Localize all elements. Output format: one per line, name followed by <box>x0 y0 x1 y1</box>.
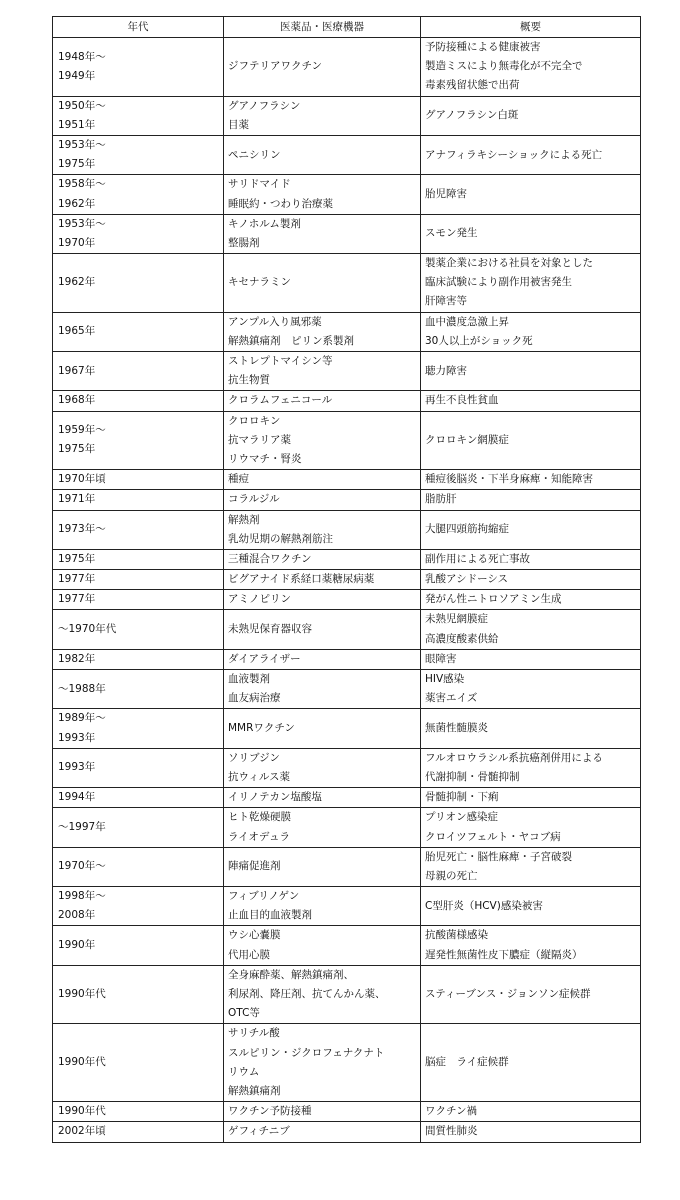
header-drug-device: 医薬品・医療機器 <box>224 17 421 38</box>
year-cell <box>53 610 224 649</box>
table-row <box>53 510 641 549</box>
drug-line: スルピリン・ジクロフェナクナト <box>228 1046 385 1059</box>
drug-cell <box>224 570 421 590</box>
summary-cell <box>421 670 641 709</box>
drug-line: ウシ心嚢膜 <box>228 929 281 942</box>
table-row <box>53 926 641 965</box>
year-cell <box>53 748 224 787</box>
table-row <box>53 470 641 490</box>
summary-cell <box>421 1122 641 1142</box>
year-cell <box>53 96 224 135</box>
drug-line: 種痘 <box>228 473 249 486</box>
year-line: ～1970年代 <box>58 623 117 636</box>
drug-line: クロロキン <box>228 414 281 427</box>
summary-line: 臨床試験により副作用被害発生 <box>425 276 572 289</box>
drug-cell <box>224 610 421 649</box>
summary-line: 製薬企業における社員を対象とした <box>425 257 593 270</box>
summary-line: 発がん性ニトロソアミン生成 <box>425 593 562 606</box>
year-line: 1968年 <box>58 394 96 407</box>
year-cell <box>53 570 224 590</box>
drug-line: 目薬 <box>228 118 249 131</box>
year-line: 1977年 <box>58 573 96 586</box>
table-row <box>53 1122 641 1142</box>
summary-line: 抗酸菌様感染 <box>425 929 488 942</box>
drug-line: 抗マラリア薬 <box>228 433 291 446</box>
summary-line: 予防接種による健康被害 <box>425 41 541 53</box>
summary-cell <box>421 610 641 649</box>
drug-line: 血友病治療 <box>228 692 281 705</box>
year-line: 1967年 <box>58 364 96 377</box>
summary-line: 高濃度酸素供給 <box>425 632 499 645</box>
summary-cell <box>421 312 641 351</box>
summary-cell <box>421 470 641 490</box>
drug-line: 三種混合ワクチン <box>228 552 312 565</box>
year-line: 1990年代 <box>58 1056 106 1069</box>
summary-line: C型肝炎（HCV)感染被害 <box>425 899 543 912</box>
year-line: 1950年～ <box>58 99 106 112</box>
drug-cell <box>224 808 421 847</box>
table-row <box>53 649 641 669</box>
year-cell <box>53 926 224 965</box>
year-line: 1948年～ <box>58 50 106 63</box>
year-line: 1982年 <box>58 652 96 665</box>
drug-line: ペニシリン <box>228 148 281 161</box>
drug-line: サリドマイド <box>228 178 291 191</box>
table-row <box>53 549 641 569</box>
summary-line: アナフィラキシーショックによる死亡 <box>425 148 603 161</box>
table-row <box>53 411 641 470</box>
year-line: 1994年 <box>58 791 96 804</box>
table-row <box>53 96 641 135</box>
year-cell <box>53 649 224 669</box>
summary-cell <box>421 96 641 135</box>
summary-cell <box>421 570 641 590</box>
summary-line: 血中濃度急激上昇 <box>425 315 509 328</box>
year-cell <box>53 135 224 174</box>
year-line: 2008年 <box>58 909 96 922</box>
drug-cell <box>224 490 421 510</box>
table-row <box>53 1024 641 1102</box>
year-line: 1993年 <box>58 731 96 744</box>
summary-line: クロイツフェルト・ヤコブ病 <box>425 830 561 843</box>
drug-cell <box>224 788 421 808</box>
drug-line: ライオデュラ <box>228 830 291 843</box>
year-cell <box>53 1102 224 1122</box>
year-cell <box>53 312 224 351</box>
year-line: 1970年～ <box>58 860 106 873</box>
summary-line: 再生不良性貧血 <box>425 394 499 407</box>
year-line: 1993年 <box>58 761 96 774</box>
drug-line: 抗ウィルス薬 <box>228 770 291 783</box>
table-row <box>53 670 641 709</box>
summary-cell <box>421 847 641 886</box>
drug-cell <box>224 470 421 490</box>
drug-cell <box>224 38 421 97</box>
year-line: 1990年代 <box>58 988 106 1000</box>
summary-cell <box>421 214 641 253</box>
drug-line: ヒト乾燥硬膜 <box>228 811 291 824</box>
summary-line: フルオロウラシル系抗癌剤併用による <box>425 751 603 764</box>
drug-cell <box>224 1122 421 1142</box>
drug-line: ダイアライザー <box>228 652 301 665</box>
summary-line: 胎児障害 <box>425 187 467 200</box>
drug-cell <box>224 926 421 965</box>
year-line: ～1997年 <box>58 820 106 833</box>
table-row <box>53 610 641 649</box>
year-cell <box>53 175 224 214</box>
year-line: 1990年 <box>58 939 96 952</box>
summary-line: 脂肪肝 <box>425 493 457 506</box>
drug-cell <box>224 887 421 926</box>
drug-cell <box>224 1024 421 1102</box>
summary-line: 未熟児網膜症 <box>425 613 488 626</box>
summary-line: グアノフラシン白斑 <box>425 109 519 122</box>
table-row <box>53 352 641 391</box>
summary-line: 代謝抑制・骨髄抑制 <box>425 770 520 783</box>
year-line: 1977年 <box>58 593 96 606</box>
drug-cell <box>224 965 421 1024</box>
year-cell <box>53 847 224 886</box>
drug-cell <box>224 649 421 669</box>
year-line: 1951年 <box>58 118 96 131</box>
summary-line: 乳酸アシドーシス <box>425 573 509 586</box>
drug-line: 解熱剤 <box>228 513 260 526</box>
drug-line: 血液製剤 <box>228 673 270 685</box>
drug-cell <box>224 1102 421 1122</box>
year-line: 1949年 <box>58 69 96 82</box>
drug-line: ビグアナイド系経口薬糖尿病薬 <box>228 573 375 586</box>
summary-line: 薬害エイズ <box>425 692 478 705</box>
summary-line: 間質性肺炎 <box>425 1125 478 1138</box>
summary-cell <box>421 590 641 610</box>
summary-cell <box>421 175 641 214</box>
summary-line: 遅発性無菌性皮下膿症（縦隔炎） <box>425 948 583 961</box>
drug-line: ソリブジン <box>228 751 280 764</box>
drug-line: 代用心膜 <box>228 948 270 961</box>
drug-line: アミノピリン <box>228 593 291 606</box>
drug-cell <box>224 748 421 787</box>
drug-line: 未熟児保育器収容 <box>228 623 312 636</box>
summary-line: 聴力障害 <box>425 364 467 377</box>
summary-cell <box>421 352 641 391</box>
table-row <box>53 312 641 351</box>
summary-cell <box>421 748 641 787</box>
summary-cell <box>421 788 641 808</box>
summary-line: 毒素残留状態で出荷 <box>425 79 520 92</box>
table-row <box>53 808 641 847</box>
drug-line: 利尿剤、降圧剤、抗てんかん薬、 <box>228 988 386 1000</box>
year-cell <box>53 254 224 313</box>
summary-cell <box>421 926 641 965</box>
table-row <box>53 214 641 253</box>
drug-line: OTC等 <box>228 1007 260 1020</box>
drug-cell <box>224 411 421 470</box>
summary-cell <box>421 649 641 669</box>
drug-line: 止血目的血液製剤 <box>228 909 312 922</box>
year-cell <box>53 510 224 549</box>
drug-cell <box>224 135 421 174</box>
drug-cell <box>224 312 421 351</box>
drug-line: サリチル酸 <box>228 1027 280 1040</box>
year-line: 1989年～ <box>58 712 106 725</box>
year-line: 1975年 <box>58 443 96 456</box>
year-line: 1990年代 <box>58 1105 106 1118</box>
drug-line: 整腸剤 <box>228 236 260 249</box>
table-body <box>53 38 641 1143</box>
summary-line: クロロキン網膜症 <box>425 433 509 446</box>
year-line: 1975年 <box>58 158 96 171</box>
table-header-row <box>53 17 641 38</box>
table-row <box>53 1102 641 1122</box>
year-line: 1953年～ <box>58 217 106 230</box>
summary-line: 大腿四頭筋拘縮症 <box>425 523 509 536</box>
drug-line: アンプル入り風邪薬 <box>228 315 322 328</box>
year-cell <box>53 214 224 253</box>
drug-line: キノホルム製剤 <box>228 217 301 230</box>
drug-cell <box>224 549 421 569</box>
year-line: 1970年頃 <box>58 473 106 486</box>
year-line: 1958年～ <box>58 178 106 191</box>
drug-cell <box>224 352 421 391</box>
year-line: 1962年 <box>58 276 96 289</box>
drug-line: 睡眠約・つわり治療薬 <box>228 197 333 210</box>
drug-cell <box>224 214 421 253</box>
summary-cell <box>421 1024 641 1102</box>
year-cell <box>53 470 224 490</box>
drug-line: リウム <box>228 1065 260 1078</box>
summary-cell <box>421 254 641 313</box>
summary-cell <box>421 490 641 510</box>
summary-line: スモン発生 <box>425 227 478 240</box>
table-row <box>53 570 641 590</box>
drug-line: MMRワクチン <box>228 721 295 734</box>
drug-line: コラルジル <box>228 493 280 506</box>
table-row <box>53 391 641 411</box>
year-cell <box>53 590 224 610</box>
drug-line: キセナラミン <box>228 276 291 289</box>
summary-cell <box>421 549 641 569</box>
table-row <box>53 38 641 97</box>
drug-line: グアノフラシン <box>228 99 301 112</box>
drug-line: 陣痛促進剤 <box>228 860 281 873</box>
year-cell <box>53 549 224 569</box>
summary-cell <box>421 391 641 411</box>
year-cell <box>53 391 224 411</box>
drug-cell <box>224 96 421 135</box>
summary-cell <box>421 965 641 1024</box>
drug-cell <box>224 175 421 214</box>
drug-line: 解熱鎮痛剤 ピリン系製剤 <box>228 334 354 347</box>
year-line: 1998年～ <box>58 890 106 903</box>
year-line: 1965年 <box>58 325 96 338</box>
table-row <box>53 847 641 886</box>
year-line: 1970年 <box>58 236 96 249</box>
drug-line: クロラムフェニコール <box>228 394 333 407</box>
summary-cell <box>421 510 641 549</box>
drug-cell <box>224 254 421 313</box>
summary-line: 種痘後脳炎・下半身麻痺・知能障害 <box>425 473 593 486</box>
year-line: 2002年頃 <box>58 1125 106 1138</box>
drug-line: リウマチ・腎炎 <box>228 452 302 465</box>
summary-line: 脳症 ライ症候群 <box>425 1056 509 1069</box>
table-row <box>53 748 641 787</box>
summary-line: 胎児死亡・脳性麻痺・子宮破裂 <box>425 850 572 863</box>
year-cell <box>53 808 224 847</box>
drug-line: 解熱鎮痛剤 <box>228 1084 281 1097</box>
year-cell <box>53 887 224 926</box>
table-row <box>53 788 641 808</box>
year-cell <box>53 411 224 470</box>
table-row <box>53 135 641 174</box>
table-row <box>53 965 641 1024</box>
summary-line: プリオン感染症 <box>425 811 498 824</box>
summary-line: スティーブンス・ジョンソン症候群 <box>425 988 591 1000</box>
drug-line: イリノテカン塩酸塩 <box>228 791 322 804</box>
year-cell <box>53 38 224 97</box>
drug-line: 全身麻酔薬、解熱鎮痛剤、 <box>228 968 354 981</box>
drug-line: ワクチン予防接種 <box>228 1105 312 1118</box>
summary-cell <box>421 709 641 748</box>
summary-cell <box>421 135 641 174</box>
year-cell <box>53 1024 224 1102</box>
summary-line: 母親の死亡 <box>425 869 478 882</box>
summary-line: ワクチン禍 <box>425 1105 477 1118</box>
drug-line: 乳幼児期の解熱剤筋注 <box>228 532 333 545</box>
summary-cell <box>421 38 641 97</box>
drug-cell <box>224 391 421 411</box>
year-cell <box>53 352 224 391</box>
header-summary: 概要 <box>421 17 641 38</box>
header-year: 年代 <box>53 17 224 38</box>
year-line: 1973年～ <box>58 523 106 536</box>
table-row <box>53 254 641 313</box>
summary-line: HIV感染 <box>425 673 465 685</box>
drug-harm-table <box>52 16 641 1143</box>
summary-line: 製造ミスにより無毒化が不完全で <box>425 60 583 73</box>
summary-line: 無菌性髄膜炎 <box>425 721 488 734</box>
year-line: 1959年～ <box>58 424 106 437</box>
summary-line: 30人以上がショック死 <box>425 334 533 347</box>
year-cell <box>53 1122 224 1142</box>
table-row <box>53 709 641 748</box>
drug-line: 抗生物質 <box>228 374 270 387</box>
drug-cell <box>224 709 421 748</box>
summary-line: 副作用による死亡事故 <box>425 552 530 565</box>
summary-cell <box>421 411 641 470</box>
drug-line: ストレプトマイシン等 <box>228 355 333 367</box>
summary-cell <box>421 808 641 847</box>
summary-cell <box>421 1102 641 1122</box>
year-line: 1975年 <box>58 552 96 565</box>
year-cell <box>53 965 224 1024</box>
drug-line: ジフテリアワクチン <box>228 60 322 73</box>
summary-line: 骨髄抑制・下痢 <box>425 791 499 804</box>
drug-cell <box>224 847 421 886</box>
summary-cell <box>421 887 641 926</box>
year-line: 1953年～ <box>58 138 106 151</box>
summary-line: 肝障害等 <box>425 295 467 308</box>
year-cell <box>53 490 224 510</box>
year-line: 1971年 <box>58 493 96 506</box>
table-row <box>53 590 641 610</box>
year-line: 1962年 <box>58 197 96 210</box>
drug-cell <box>224 510 421 549</box>
table-row <box>53 887 641 926</box>
drug-cell <box>224 590 421 610</box>
summary-line: 眼障害 <box>425 652 457 665</box>
year-line: ～1988年 <box>58 682 106 695</box>
year-cell <box>53 788 224 808</box>
year-cell <box>53 709 224 748</box>
table-row <box>53 490 641 510</box>
drug-line: ゲフィチニブ <box>228 1125 290 1138</box>
year-cell <box>53 670 224 709</box>
drug-line: フィブリノゲン <box>228 890 300 903</box>
table-row <box>53 175 641 214</box>
drug-cell <box>224 670 421 709</box>
